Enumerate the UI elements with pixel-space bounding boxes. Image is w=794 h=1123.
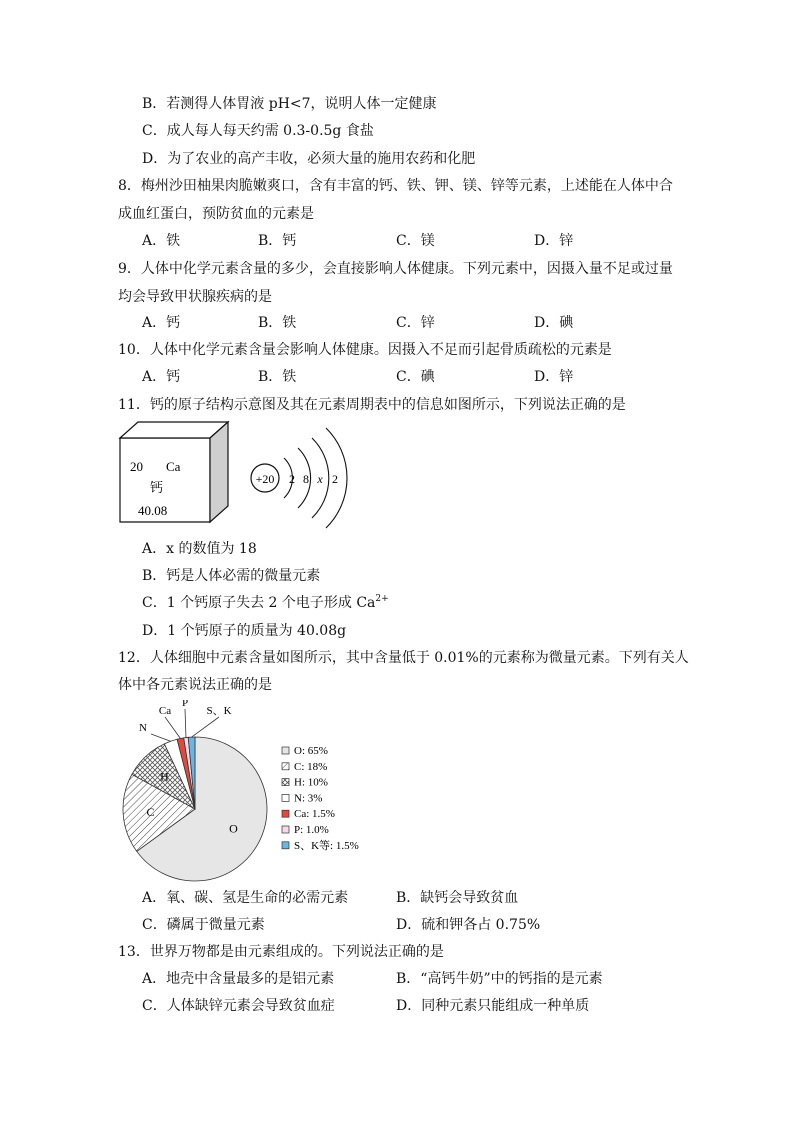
q11-option-d: D．1 个钙原子的质量为 40.08g [142, 623, 347, 639]
q10-option-a: A．钙 [142, 369, 181, 385]
pie-slices [123, 737, 267, 881]
nucleus-charge: +20 [255, 472, 275, 486]
q10-stem: 10．人体中化学元素含量会影响人体健康。因摄入不足而引起骨质疏松的元素是 [118, 342, 612, 358]
q8-stem-line1: 8．梅州沙田柚果肉脆嫩爽口，含有丰富的钙、铁、钾、镁、锌等元素，上述能在人体中合 [118, 178, 673, 194]
legend-swatch-6 [282, 842, 289, 849]
shell-electrons-2: 8 [303, 472, 309, 486]
legend-swatch-0 [282, 747, 289, 754]
legend-item-0: O: 65% [294, 745, 328, 757]
q9-option-c: C．锌 [396, 315, 435, 331]
legend-item-1: C: 18% [294, 760, 328, 773]
pie-leader-sk [192, 717, 219, 737]
q12-option-b: B．缺钙会导致贫血 [396, 890, 519, 906]
q9-option-a: A．钙 [142, 315, 181, 331]
q8-option-b: B．钙 [258, 233, 297, 249]
pie-leader-n [151, 734, 171, 741]
legend-item-2: H: 10% [294, 776, 328, 789]
q12-stem-line2: 体中各元素说法正确的是 [118, 677, 272, 693]
pie-label-ca: Ca [158, 705, 172, 717]
q11-figure [110, 420, 370, 530]
q11-option-c [142, 594, 389, 612]
ca-ion-charge: 2+ [375, 594, 389, 604]
q13-option-b: B．“高钙牛奶”中的钙指的是元素 [396, 971, 603, 987]
element-card [120, 422, 228, 522]
q9-option-b: B．铁 [258, 315, 297, 331]
q7-option-d: D．为了农业的高产丰收，必须大量的施用农药和化肥 [142, 151, 476, 167]
q13-option-c: C．人体缺锌元素会导致贫血症 [142, 998, 335, 1014]
q12-option-c: C．磷属于微量元素 [142, 917, 265, 933]
element-name: 钙 [150, 480, 164, 495]
q13-option-d: D．同种元素只能组成一种单质 [396, 998, 590, 1014]
pie-leader-ca [165, 717, 180, 738]
legend-swatch-3 [282, 794, 289, 801]
q11-option-c-text: C．1 个钙原子失去 2 个电子形成 Ca [142, 595, 376, 611]
legend-swatch-1 [282, 763, 289, 770]
pie-label-sk: S、K [206, 705, 232, 717]
atom-structure-diagram [251, 428, 347, 528]
q11-stem: 11．钙的原子结构示意图及其在元素周期表中的信息如图所示，下列说法正确的是 [118, 397, 626, 413]
shell-electrons-1: 2 [289, 472, 295, 486]
q11-option-a: A．x 的数值为 18 [142, 541, 257, 557]
q10-option-b: B．铁 [258, 369, 297, 385]
pie-label-p: P [181, 700, 189, 709]
q12-option-a: A．氧、碳、氢是生命的必需元素 [142, 890, 349, 906]
pie-leader-p [185, 709, 186, 738]
pie-label-c: C [146, 804, 155, 819]
q12-stem-line1: 12．人体细胞中元素含量如图所示，其中含量低于 0.01%的元素称为微量元素。下列有关人 [118, 650, 689, 666]
legend-swatch-4 [282, 810, 289, 817]
legend-swatch-2 [282, 779, 289, 786]
q8-option-c: C．镁 [396, 233, 435, 249]
element-atomic-number: 20 [130, 459, 143, 474]
legend-item-4: Ca: 1.5% [294, 808, 335, 821]
q12-option-d: D．硫和钾各占 0.75% [396, 917, 541, 933]
legend-item-6: S、K等: 1.5% [294, 839, 359, 852]
q13-stem: 13．世界万物都是由元素组成的。下列说法正确的是 [118, 944, 444, 960]
legend-item-5: P: 1.0% [294, 824, 329, 836]
q13-option-a: A．地壳中含量最多的是铝元素 [142, 971, 335, 987]
q7-option-c: C．成人每人每天约需 0.3-0.5g 食盐 [142, 123, 374, 139]
legend-swatch-5 [282, 826, 289, 833]
shell-electrons-4: 2 [332, 472, 338, 486]
element-content-pie-chart [110, 700, 390, 885]
q10-option-c: C．碘 [396, 369, 435, 385]
element-mass: 40.08 [138, 503, 168, 518]
q10-option-d: D．锌 [534, 369, 574, 385]
pie-label-h: H [160, 769, 169, 784]
shell-electrons-3: x [317, 472, 323, 486]
q7-option-b: B．若测得人体胃液 pH<7，说明人体一定健康 [142, 96, 437, 112]
element-symbol: Ca [166, 459, 181, 474]
q8-option-d: D．锌 [534, 233, 574, 249]
q9-stem-line2: 均会导致甲状腺疾病的是 [118, 289, 272, 305]
q8-stem-line2: 成血红蛋白，预防贫血的元素是 [118, 206, 314, 222]
q9-stem-line1: 9．人体中化学元素含量的多少，会直接影响人体健康。下列元素中，因摄入量不足或过量 [118, 261, 673, 277]
q8-option-a: A．铁 [142, 233, 181, 249]
pie-label-o: O [229, 821, 238, 836]
q11-option-b: B．钙是人体必需的微量元素 [142, 568, 321, 584]
q9-option-d: D．碘 [534, 315, 574, 331]
legend-item-3: N: 3% [294, 792, 323, 805]
pie-legend [282, 745, 359, 852]
pie-label-n: N [139, 722, 147, 734]
